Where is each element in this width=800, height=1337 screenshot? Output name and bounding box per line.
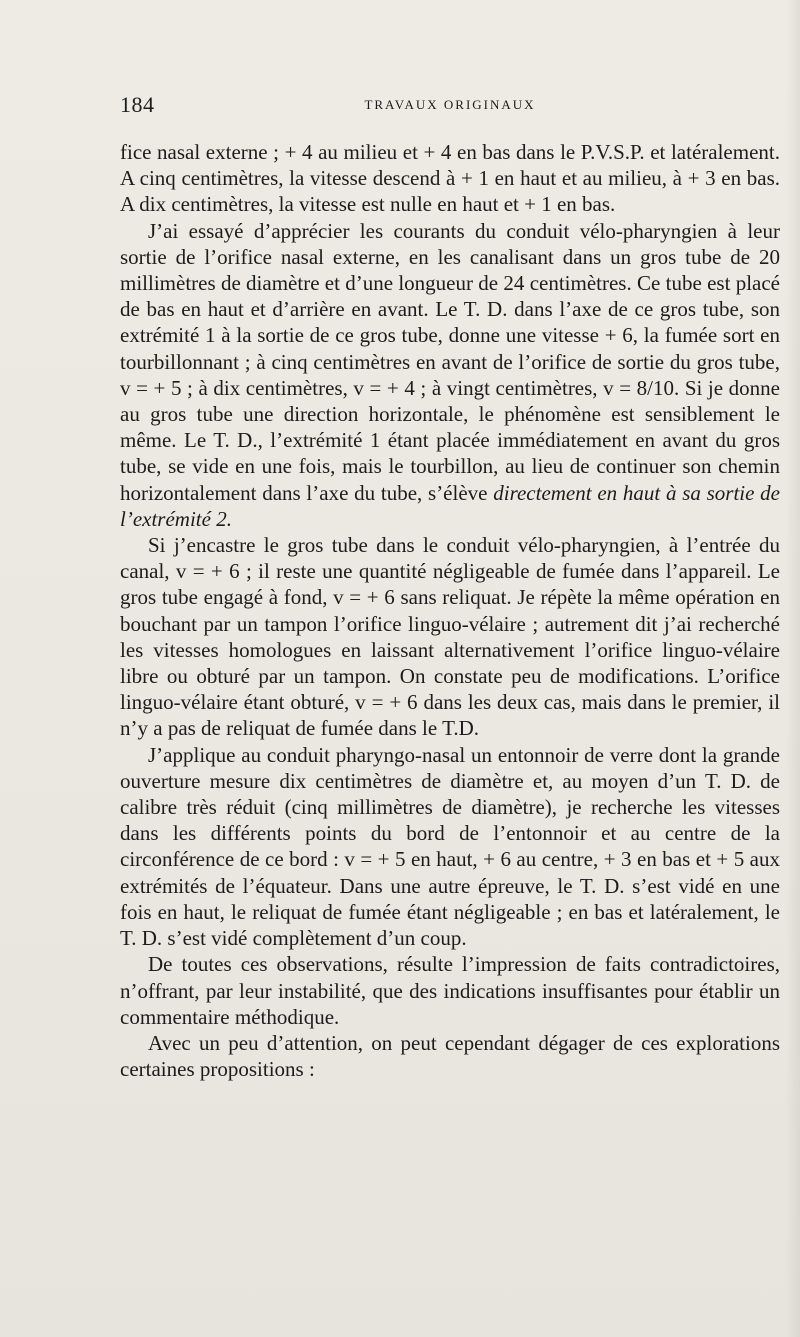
paragraph-2-italic: directement en haut à sa sortie de l’extrémité 2. xyxy=(120,480,781,531)
page-edge-shadow xyxy=(786,0,800,1337)
paragraph-5: De toutes ces observations, résulte l’impression de faits contradictoires, n’offrant, par leur instabilité, que des indications insuffisantes pour établir un commentaire méthodique. xyxy=(120,952,780,1029)
paragraph-1: fice nasal externe ; + 4 au milieu et + 4 en bas dans le P.V.S.P. et latéralement. A cinq centimètres, la vitesse descend à + 1 en haut et au milieu, à + 3 en bas. A dix centimètres, la vitesse est nulle en haut et + 1 en bas. xyxy=(120,140,780,217)
paragraph-2-text: J’ai essayé d’apprécier les courants du conduit vélo-pharyngien à leur sortie de l’orifice nasal externe, en les canalisant dans un gros tube de 20 millimètres de diamètre et d’une longueur de 24 centimètres. Ce tube est placé de bas en haut et d’arrière en avant. Le T. D. dans l’axe de ce gros tube, son extrémité 1 à la sortie de ce gros tube, donne une vitesse + 6, la fumée sort en tourbillonnant ; à cinq centimètres en avant de l’orifice de sortie du gros tube, v = + 5 ; à dix centimètres, v = + 4 ; à vingt centimètres, v = 8/10. Si je donne au gros tube une direction horizontale, le phénomène est sensiblement le même. Le T. D., l’extrémité 1 étant placée immédiatement en avant du gros tube, se vide en une fois, mais le tourbillon, au lieu de continuer son chemin horizontalement dans l’axe du tube, s’élève xyxy=(120,218,780,505)
page-header xyxy=(120,92,780,122)
page-number: 184 xyxy=(120,92,155,117)
paragraph-4: J’applique au conduit pharyngo-nasal un entonnoir de verre dont la grande ouverture mesure dix centimètres de diamètre et, au moyen d’un T. D. de calibre très réduit (cinq millimètres de diamètre), je recherche les vitesses dans les différents points du bord de l’entonnoir et au centre de la circonférence de ce bord : v = + 5 en haut, + 6 au centre, + 3 en bas et + 5 aux extrémités de l’équateur. Dans une autre épreuve, le T. D. s’est vidé en une fois en haut, le reliquat de fumée étant négligeable ; en bas et latéralement, le T. D. s’est vidé complètement d’un coup. xyxy=(120,742,780,951)
body-text xyxy=(120,139,780,1289)
paragraph-2 xyxy=(120,218,780,532)
paragraph-3: Si j’encastre le gros tube dans le conduit vélo-pharyngien, à l’entrée du canal, v = + 6 ; il reste une quantité négligeable de fumée dans l’appareil. Le gros tube engagé à fond, v = + 6 sans reliquat. Je répète la même opération en bouchant par un tampon l’orifice linguo-vélaire ; autrement dit j’ai recherché les vitesses homologues en laissant alternativement l’orifice linguo-vélaire libre ou obturé par un tampon. On constate peu de modifications. L’orifice linguo-vélaire étant obturé, v = + 6 dans les deux cas, mais dans le premier, il n’y a pas de reliquat de fumée dans le T.D. xyxy=(120,533,780,741)
running-head: TRAVAUX ORIGINAUX xyxy=(364,97,536,112)
paragraph-6: Avec un peu d’attention, on peut cependant dégager de ces explorations certaines propositions : xyxy=(120,1030,780,1082)
